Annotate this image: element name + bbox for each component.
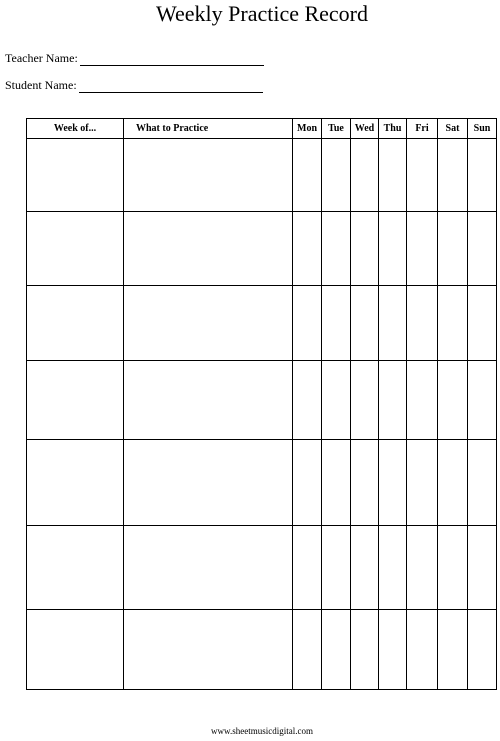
tue-cell[interactable] bbox=[322, 610, 351, 690]
sun-cell[interactable] bbox=[468, 286, 497, 361]
col-header-week: Week of... bbox=[27, 119, 124, 139]
teacher-name-field bbox=[5, 50, 264, 66]
fri-cell[interactable] bbox=[407, 286, 438, 361]
teacher-name-label: Teacher Name: bbox=[5, 51, 78, 65]
mon-cell[interactable] bbox=[293, 139, 322, 212]
col-header-what-to-practice: What to Practice bbox=[124, 119, 293, 139]
thu-cell[interactable] bbox=[379, 139, 407, 212]
week-cell[interactable] bbox=[27, 286, 124, 361]
sat-cell[interactable] bbox=[438, 361, 468, 440]
wed-cell[interactable] bbox=[351, 526, 379, 610]
mon-cell[interactable] bbox=[293, 361, 322, 440]
wed-cell[interactable] bbox=[351, 610, 379, 690]
mon-cell[interactable] bbox=[293, 610, 322, 690]
what-to-practice-cell[interactable] bbox=[124, 526, 293, 610]
col-header-fri: Fri bbox=[407, 119, 438, 139]
col-header-tue: Tue bbox=[322, 119, 351, 139]
week-cell[interactable] bbox=[27, 610, 124, 690]
thu-cell[interactable] bbox=[379, 286, 407, 361]
sat-cell[interactable] bbox=[438, 212, 468, 286]
sun-cell[interactable] bbox=[468, 610, 497, 690]
student-name-label: Student Name: bbox=[5, 78, 77, 92]
mon-cell[interactable] bbox=[293, 440, 322, 526]
fri-cell[interactable] bbox=[407, 139, 438, 212]
table-row bbox=[27, 361, 497, 440]
practice-record-table bbox=[26, 118, 497, 690]
week-cell[interactable] bbox=[27, 440, 124, 526]
week-cell[interactable] bbox=[27, 526, 124, 610]
sun-cell[interactable] bbox=[468, 526, 497, 610]
thu-cell[interactable] bbox=[379, 610, 407, 690]
wed-cell[interactable] bbox=[351, 139, 379, 212]
fri-cell[interactable] bbox=[407, 361, 438, 440]
col-header-mon: Mon bbox=[293, 119, 322, 139]
what-to-practice-cell[interactable] bbox=[124, 610, 293, 690]
thu-cell[interactable] bbox=[379, 361, 407, 440]
wed-cell[interactable] bbox=[351, 212, 379, 286]
sun-cell[interactable] bbox=[468, 139, 497, 212]
tue-cell[interactable] bbox=[322, 440, 351, 526]
fri-cell[interactable] bbox=[407, 610, 438, 690]
table-header-row bbox=[27, 119, 497, 139]
wed-cell[interactable] bbox=[351, 440, 379, 526]
table-row bbox=[27, 212, 497, 286]
mon-cell[interactable] bbox=[293, 212, 322, 286]
fri-cell[interactable] bbox=[407, 526, 438, 610]
col-header-thu: Thu bbox=[379, 119, 407, 139]
table-row bbox=[27, 440, 497, 526]
thu-cell[interactable] bbox=[379, 440, 407, 526]
student-name-input[interactable] bbox=[79, 80, 263, 93]
tue-cell[interactable] bbox=[322, 526, 351, 610]
thu-cell[interactable] bbox=[379, 212, 407, 286]
footer-url: www.sheetmusicdigital.com bbox=[211, 726, 313, 736]
sun-cell[interactable] bbox=[468, 212, 497, 286]
tue-cell[interactable] bbox=[322, 212, 351, 286]
fri-cell[interactable] bbox=[407, 440, 438, 526]
what-to-practice-cell[interactable] bbox=[124, 139, 293, 212]
week-cell[interactable] bbox=[27, 212, 124, 286]
what-to-practice-cell[interactable] bbox=[124, 440, 293, 526]
thu-cell[interactable] bbox=[379, 526, 407, 610]
wed-cell[interactable] bbox=[351, 286, 379, 361]
what-to-practice-cell[interactable] bbox=[124, 212, 293, 286]
sat-cell[interactable] bbox=[438, 610, 468, 690]
mon-cell[interactable] bbox=[293, 286, 322, 361]
sat-cell[interactable] bbox=[438, 286, 468, 361]
fri-cell[interactable] bbox=[407, 212, 438, 286]
sun-cell[interactable] bbox=[468, 361, 497, 440]
sat-cell[interactable] bbox=[438, 440, 468, 526]
week-cell[interactable] bbox=[27, 361, 124, 440]
tue-cell[interactable] bbox=[322, 139, 351, 212]
what-to-practice-cell[interactable] bbox=[124, 286, 293, 361]
table-row bbox=[27, 526, 497, 610]
mon-cell[interactable] bbox=[293, 526, 322, 610]
table-row bbox=[27, 286, 497, 361]
wed-cell[interactable] bbox=[351, 361, 379, 440]
sat-cell[interactable] bbox=[438, 526, 468, 610]
sat-cell[interactable] bbox=[438, 139, 468, 212]
what-to-practice-cell[interactable] bbox=[124, 361, 293, 440]
teacher-name-input[interactable] bbox=[80, 53, 264, 66]
col-header-sat: Sat bbox=[438, 119, 468, 139]
col-header-sun: Sun bbox=[468, 119, 497, 139]
student-name-field bbox=[5, 77, 263, 93]
table-row bbox=[27, 139, 497, 212]
page-title: Weekly Practice Record bbox=[155, 1, 369, 26]
col-header-wed: Wed bbox=[351, 119, 379, 139]
week-cell[interactable] bbox=[27, 139, 124, 212]
tue-cell[interactable] bbox=[322, 361, 351, 440]
tue-cell[interactable] bbox=[322, 286, 351, 361]
table-row bbox=[27, 610, 497, 690]
sun-cell[interactable] bbox=[468, 440, 497, 526]
